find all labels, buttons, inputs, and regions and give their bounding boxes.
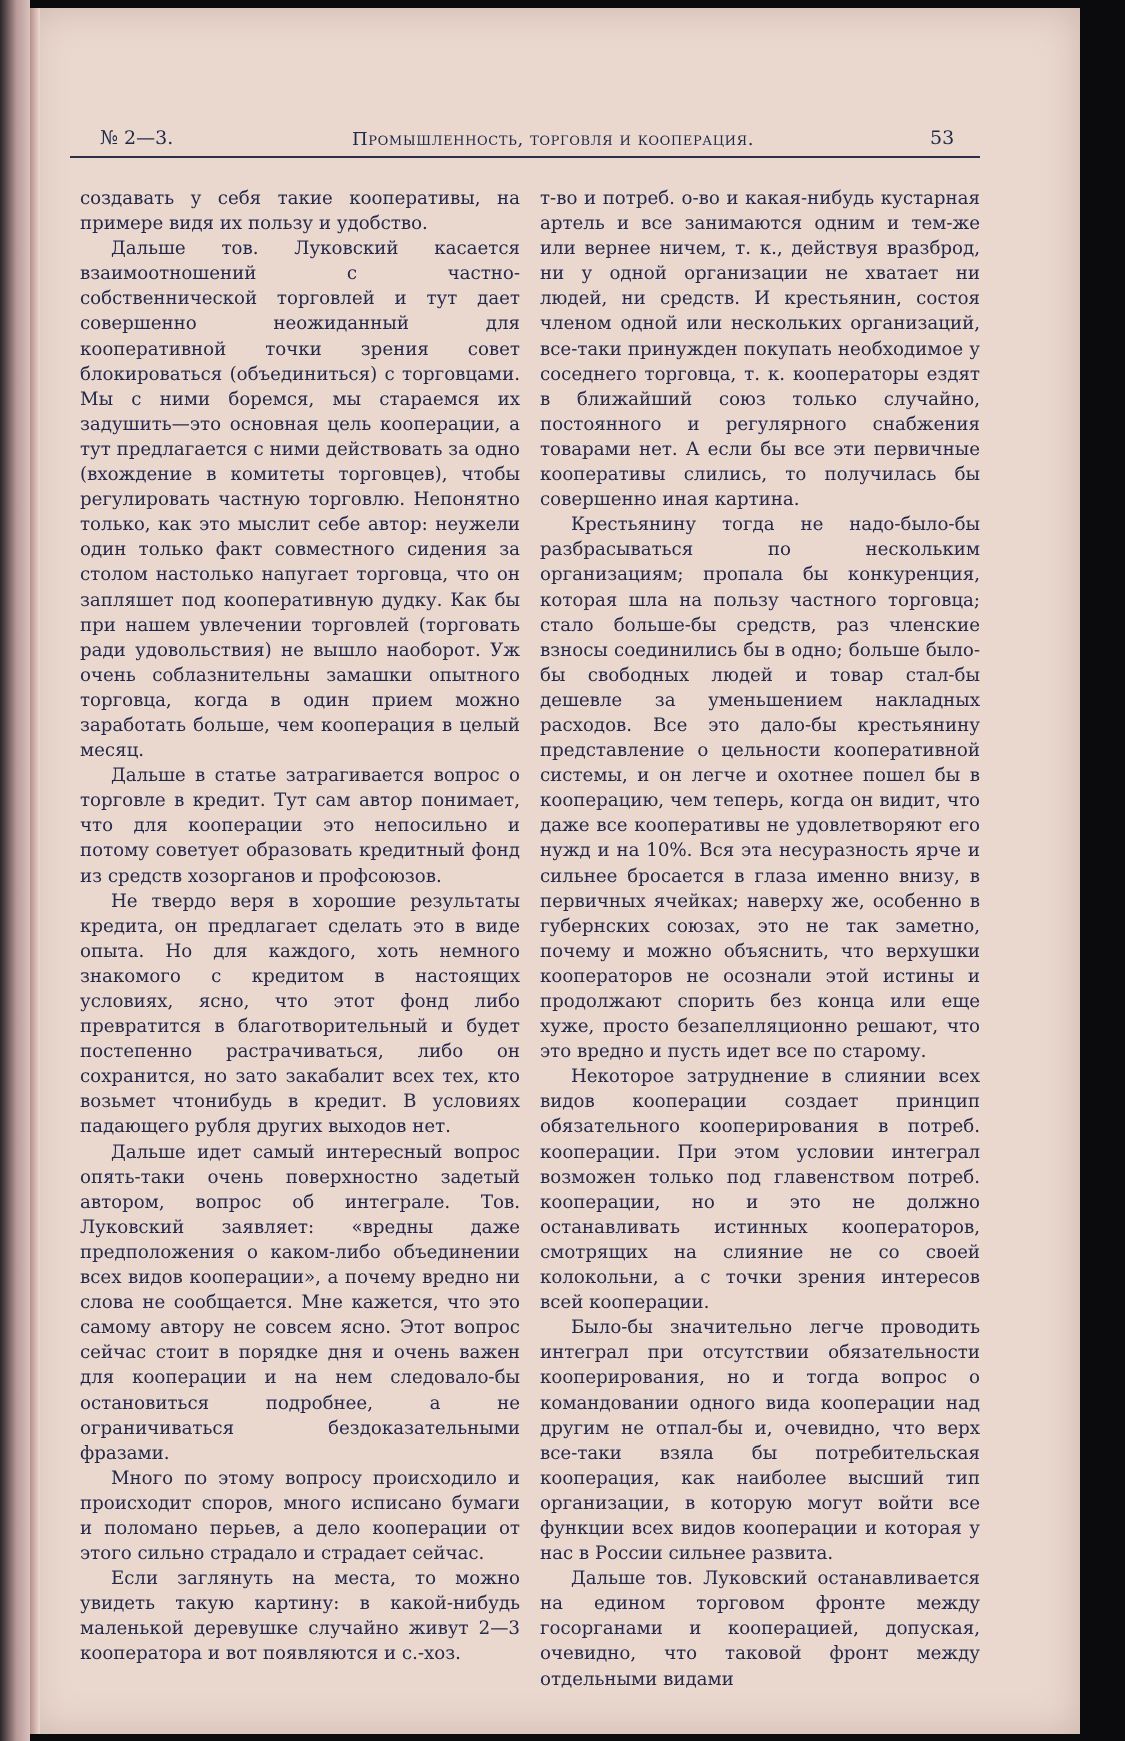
running-header [70,124,980,158]
page-number: 53 [930,127,955,149]
right-text-column [540,186,980,1692]
paragraph: Если заглянуть на места, то можно увидеть такую картину: в какой-нибудь маленькой деревушке случайно живут 2—3 кооператора и вот появляются и с.-хоз. [80,1568,520,1665]
paragraph: т-во и потреб. о-во и какая-нибудь кустарная артель и все занимаются одним и тем-же или вернее ничем, т. к., действуя вразброд, ни у одной организации не хватает ни людей, ни средств. И крестьянин, состоя членом одной или нескольких организаций, все-таки принужден покупать необходимое у соседнего торговца, т. к. кооператоры ездят в ближайший союз только случайно, постоянного и регулярного снабжения товарами нет. А если бы все эти первичные кооперативы слились, то получилась бы совершенно иная картина. [540,188,980,511]
paragraph: создавать у себя такие кооперативы, на примере видя их пользу и удобство. [80,188,520,235]
paragraph: Дальше тов. Луковский касается взаимоотношений с частно-собственнической торговлей и тут дает совершенно неожиданный для кооперативной точки зрения совет блокироваться (объединиться) с торговцами. Мы с ними боремся, мы стараемся их задушить—это основная цель кооперации, а тут предлагается с ними действовать за одно (вхождение в комитеты торговцев), чтобы регулировать частную торговлю. Непонятно только, как это мыслит себе автор: неужели один только факт совместного сидения за столом настолько напугает торговца, что он запляшет под кооперативную дудку. Как бы при нашем увлечении торговлей (торговать ради удовольствия) не вышло наоборот. Уж очень соблазнительны замашки опытного торговца, когда в один прием можно заработать больше, чем кооперация в целый месяц. [80,238,520,762]
issue-number: № 2—3. [100,127,174,149]
paragraph: Дальше в статье затрагивается вопрос о торговле в кредит. Тут сам автор понимает, что для кооперации это непосильно и потому советует образовать кредитный фонд из средств хозорганов и профсоюзов. [80,765,520,887]
paragraph: Не твердо веря в хорошие результаты кредита, он предлагает сделать это в виде опыта. Но для каждого, хоть немного знакомого с кредитом в настоящих условиях, ясно, что этот фонд либо превратится в благотворительный и будет постепенно растрачиваться, либо он сохранится, но зато закабалит всех тех, кто возьмет чтонибудь в кредит. В условиях падающего рубля других выходов нет. [80,890,520,1138]
paragraph: Дальше тов. Луковский останавливается на едином торговом фронте между госорганами и кооперацией, допуская, очевидно, что таковой фронт между отдельными видами [540,1568,980,1690]
paragraph: Дальше идет самый интересный вопрос опять-таки очень поверхностно задетый автором, вопрос об интеграле. Тов. Луковский заявляет: «вредны даже предположения о каком-либо объединении всех видов кооперации», а почему вредно ни слова не сообщается. Мне кажется, что это самому автору не совсем ясно. Этот вопрос сейчас стоит в порядке дня и очень важен для кооперации и на нем следовало-бы остановиться подробнее, а не ограничиваться бездоказательными фразами. [80,1141,520,1464]
paragraph: Крестьянину тогда не надо-было-бы разбрасываться по нескольким организациям; пропала бы конкуренция, которая шла на пользу частного торговца; стало больше-бы средств, раз членские взносы соединились бы в одно; больше было-бы свободных людей и товар стал-бы дешевле за уменьшением накладных расходов. Все это дало-бы крестьянину представление о цельности кооперативной системы, и он легче и охотнее пошел бы в кооперацию, чем теперь, когда он видит, что даже все кооперативы не удовлетворяют его нужд и на 10%. Вся эта несуразность ярче и сильнее бросается в глаза именно внизу, в первичных ячейках; наверху же, особенно в губернских союзах, это не так заметно, почему и можно объяснить, что верхушки кооператоров не осознали этой истины и продолжают спорить без конца или еще хуже, просто безапелляционно решают, что это вредно и пусть идет все по старому. [540,514,980,1063]
paragraph: Было-бы значительно легче проводить интеграл при отсутствии обязательности кооперирования, но и тогда вопрос о командовании одного вида кооперации над другим не отпал-бы и, очевидно, что верх все-таки взяла бы потребительская кооперация, как наиболее высший тип организации, в которую могут войти все функции всех видов кооперации и которая у нас в России сильнее развита. [540,1317,980,1565]
journal-title: Промышленность, торговля и кооперация. [352,129,755,150]
header-rule [70,156,980,158]
paragraph: Много по этому вопросу происходило и происходит споров, много исписано бумаги и поломано перьев, а дело кооперации от этого сильно страдало и страдает сейчас. [80,1467,520,1565]
left-page-edge [0,0,30,1741]
left-text-column [80,186,520,1667]
paragraph: Некоторое затруднение в слиянии всех видов кооперации создает принцип обязательного кооперирования в потреб. кооперации. При этом условии интеграл возможен только под главенством потреб. кооперации, но и это не должно останавливать истинных кооператоров, смотрящих на слияние не со своей колокольни, а с точки зрения интересов всей кооперации. [540,1066,980,1314]
page-spine-shadow [30,8,40,1734]
